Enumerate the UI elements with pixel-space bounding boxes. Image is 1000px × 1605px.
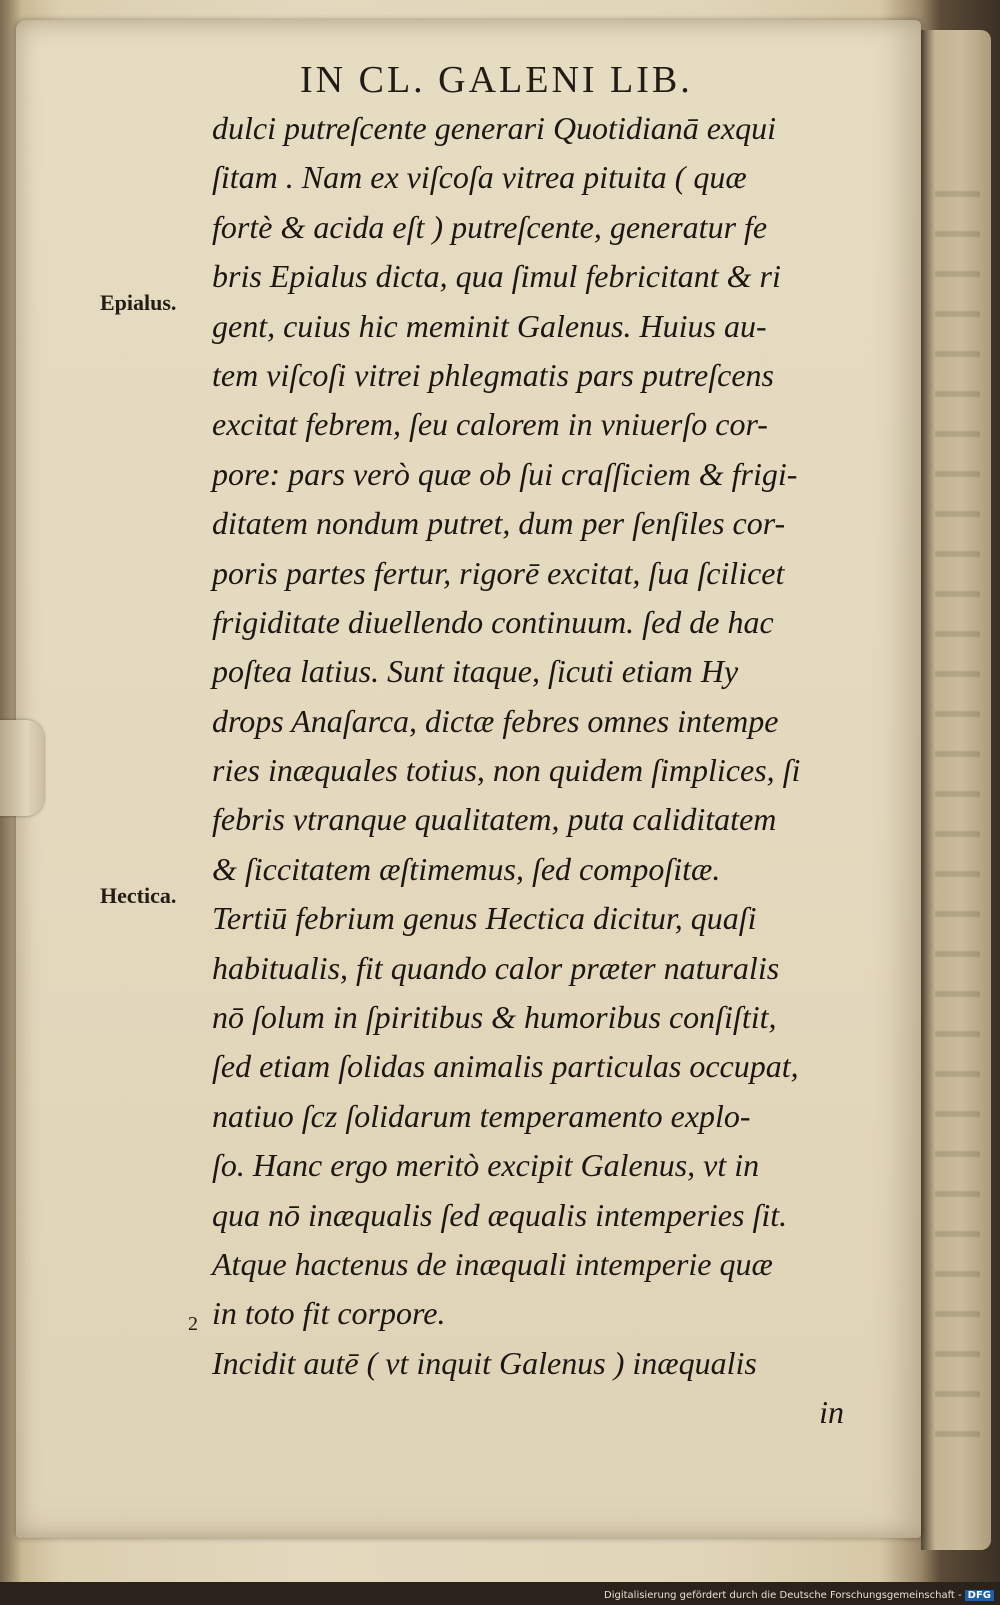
digitization-credit (604, 1590, 994, 1601)
text-line: ſo. Hanc ergo meritò excipit Galenus, vt in (212, 1147, 760, 1184)
text-line: ditatem nondum putret, dum per ſenſiles cor- (212, 505, 786, 542)
facing-page-bleed (935, 170, 980, 1470)
text-line: poſtea latius. Sunt itaque, ſicuti etiam Hy (212, 653, 739, 690)
text-line: ries inæquales totius, non quidem ſimplices, ſi (212, 752, 801, 789)
marginal-note-hectica: Hectica. (100, 883, 177, 908)
running-head: IN CL. GALENI LIB. (300, 59, 693, 101)
page-clip-tab (0, 720, 44, 816)
body-text (212, 104, 872, 1438)
text-line: in toto fit corpore. (212, 1295, 446, 1332)
text-line: frigiditate diuellendo continuum. ſed de hac (212, 603, 774, 640)
text-line: & ſiccitatem æſtimemus, ſed compoſitæ. (212, 850, 721, 887)
text-line: ſitam . Nam ex viſcoſa vitrea pituita ( quæ (212, 159, 747, 196)
text-line: dulci putreſcente generari Quotidianā exqui (212, 110, 777, 146)
text-line: qua nō inæqualis ſed æqualis intemperies ſit. (212, 1196, 788, 1233)
dfg-logo: DFG (965, 1590, 994, 1601)
text-line: pore: pars verò quæ ob ſui craſſiciem & frigi- (212, 455, 798, 492)
text-line: nō ſolum in ſpiritibus & humoribus conſiſtit, (212, 999, 777, 1036)
text-line: febris vtranque qualitatem, puta caliditatem (212, 801, 777, 838)
text-line: Incidit autē ( vt inquit Galenus ) inæqualis (212, 1344, 757, 1381)
text-line: fortè & acida eſt ) putreſcente, generatur fe (212, 208, 768, 245)
text-line: tem viſcoſi vitrei phlegmatis pars putreſcens (212, 356, 774, 393)
text-line: ſed etiam ſolidas animalis particulas occupat, (212, 1048, 799, 1085)
text-line: drops Anaſarca, dictæ febres omnes intempe (212, 702, 779, 739)
text-line: excitat febrem, ſeu calorem in vniuerſo cor- (212, 406, 768, 443)
text-line: Atque hactenus de inæquali intemperie quæ (212, 1245, 773, 1282)
text-line: Tertiū febrium genus Hectica dicitur, quaſi (212, 900, 757, 937)
text-line: gent, cuius hic meminit Galenus. Huius au- (212, 307, 767, 344)
marginal-note-epialus: Epialus. (100, 290, 177, 315)
credit-text: Digitalisierung gefördert durch die Deutsche Forschungsgemeinschaft - (604, 1590, 962, 1601)
text-line: poris partes fertur, rigorē excitat, ſua ſcilicet (212, 554, 785, 591)
text-line: habitualis, fit quando calor præter naturalis (212, 949, 780, 986)
text-line: natiuo ſcz ſolidarum temperamento explo- (212, 1097, 751, 1134)
paragraph-numeral: 2 (188, 1313, 198, 1335)
text-line: bris Epialus dicta, qua ſimul febricitant & ri (212, 258, 781, 295)
catchword: in (819, 1394, 844, 1431)
